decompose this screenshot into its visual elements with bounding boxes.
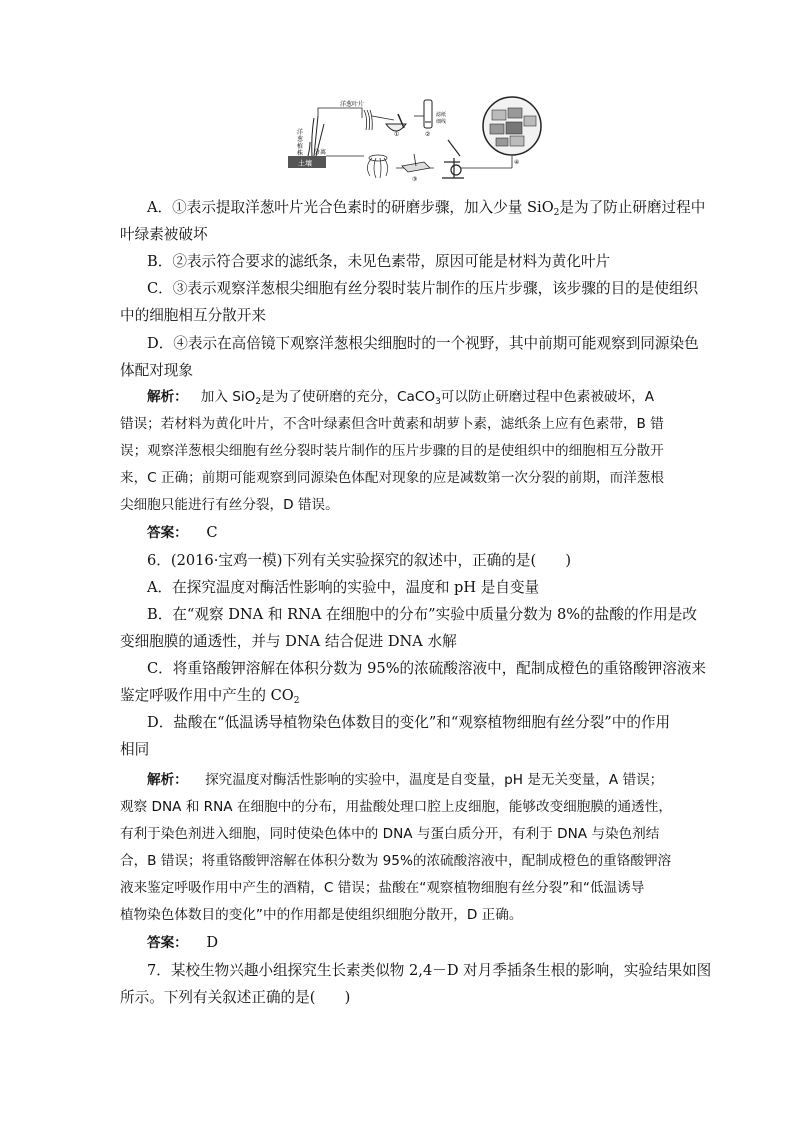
q5-option-c-line1: C．③表示观察洋葱根尖细胞有丝分裂时装片制作的压片步骤，该步骤的目的是使组织: [147, 280, 699, 297]
q5-option-b: B．②表示符合要求的滤纸条，未见色素带，原因可能是材料为黄化叶片: [147, 253, 611, 270]
q7-stem-line1: 7．某校生物兴趣小组探究生长素类似物 2,4－D 对月季插条生根的影响，实验结果如图: [147, 962, 712, 979]
microscope-view-icon: [483, 97, 541, 155]
soil-label: 土壤: [298, 159, 312, 168]
q5-explanation-line5: 尖细胞只能进行有丝分裂，D 错误。: [120, 497, 339, 513]
paper-label-1: 滤纸: [436, 112, 447, 118]
q6-option-a: A．在探究温度对酶活性影响的实验中，温度和 pH 是自变量: [147, 579, 540, 596]
test-tube-icon: [424, 100, 432, 128]
q6-option-b-line1: B．在“观察 DNA 和 RNA 在细胞中的分布”实验中质量分数为 8%的盐酸的作用是改: [147, 606, 697, 623]
q5-option-d-line2: 体配对现象: [120, 362, 193, 379]
q6-explanation-line5: 液来鉴定呼吸作用中产生的酒精，C 错误；盐酸在“观察植物细胞有丝分裂”和“低温诱导: [120, 880, 645, 896]
q6-explanation-line1: 解析： 探究温度对酶活性影响的实验中，温度是自变量，pH 是无关变量，A 错误；: [147, 772, 664, 788]
plant-label-3: 植: [297, 143, 304, 150]
q6-stem: 6．(2016·宝鸡一模)下列有关实验探究的叙述中，正确的是( ): [147, 552, 572, 569]
q6-option-d-line2: 相同: [120, 741, 150, 758]
q5-explanation-line4: 来，C 正确；前期可能观察到同源染色体配对现象的应是减数第一次分裂的前期，而洋葱根: [120, 470, 664, 486]
q6-explanation-line2: 观察 DNA 和 RNA 在细胞中的分布，用盐酸处理口腔上皮细胞，能够改变细胞膜的通透性，: [120, 799, 672, 815]
q5-answer: 答案： C: [147, 524, 218, 541]
q5-explanation-line3: 误；观察洋葱根尖细胞有丝分裂时装片制作的压片步骤的目的是使组织中的细胞相互分散开: [120, 443, 664, 459]
plant-label-4: 株: [297, 150, 304, 157]
paper-label-2: 细线: [436, 119, 447, 125]
q5-explanation-line1: 解析： 加入 SiO$_2$是为了使研磨的充分，CaCO$_3$可以防止研磨过程中色素被破坏，A: [147, 389, 655, 407]
q6-option-c-line2: 鉴定呼吸作用中产生的 $CO_2$: [120, 687, 300, 706]
q6-option-d-line1: D．盐酸在“低温诱导植物染色体数目的变化”和“观察植物细胞有丝分裂”中的作用: [147, 714, 671, 731]
step4-label: ④: [514, 159, 520, 166]
q7-stem-line2: 所示。下列有关叙述正确的是( ): [120, 989, 351, 1006]
q6-explanation-line3: 有利于染色剂进入细胞，同时使染色体中的 DNA 与蛋白质分开，有利于 DNA 与染色剂结: [120, 826, 660, 842]
leaf-bundle-icon: [364, 110, 372, 130]
q6-option-b-line2: 变细胞膜的通透性，并与 DNA 结合促进 DNA 水解: [120, 633, 457, 650]
q6-option-c-line1: C．将重铬酸钾溶解在体积分数为 95%的浓硫酸溶液中，配制成橙色的重铬酸钾溶液来: [147, 660, 707, 677]
separate-label: 分离: [314, 149, 327, 156]
q5-option-d-line1: D．④表示在高倍镜下观察洋葱根尖细胞时的一个视野，其中前期可能观察到同源染色: [147, 335, 699, 352]
q5-option-c-line2: 中的细胞相互分散开来: [120, 307, 266, 324]
microscope-icon: [442, 140, 464, 178]
experiment-diagram: [284, 96, 546, 186]
step2-label: ②: [425, 131, 431, 138]
q6-explanation-line6: 植物染色体数目的变化”中的作用都是使组织细胞分散开，D 正确。: [120, 907, 523, 923]
plant-label-2: 葱: [297, 136, 304, 143]
slide-icon: [402, 154, 430, 172]
q6-explanation-line4: 合，B 错误；将重铬酸钾溶解在体积分数为 95%的浓硫酸溶液中，配制成橙色的重铬酸钾溶: [120, 853, 672, 869]
leaf-label: 洋葱叶片: [340, 101, 365, 108]
mortar-icon: [386, 114, 406, 131]
root-tips-icon: [367, 155, 387, 178]
plant-label-1: 洋: [297, 129, 304, 136]
step1-label: ①: [394, 131, 400, 138]
q5-option-a-line2: 叶绿素被破坏: [120, 226, 208, 243]
q5-explanation-line2: 错误；若材料为黄化叶片，不含叶绿素但含叶黄素和胡萝卜素，滤纸条上应有色素带，B 错: [120, 416, 664, 432]
step3-label: ③: [412, 176, 418, 183]
q6-answer: 答案： D: [147, 934, 219, 951]
q5-option-a-line1: A．①表示提取洋葱叶片光合色素时的研磨步骤，加入少量 SiO$_2$是为了防止研磨过程中: [147, 199, 706, 218]
